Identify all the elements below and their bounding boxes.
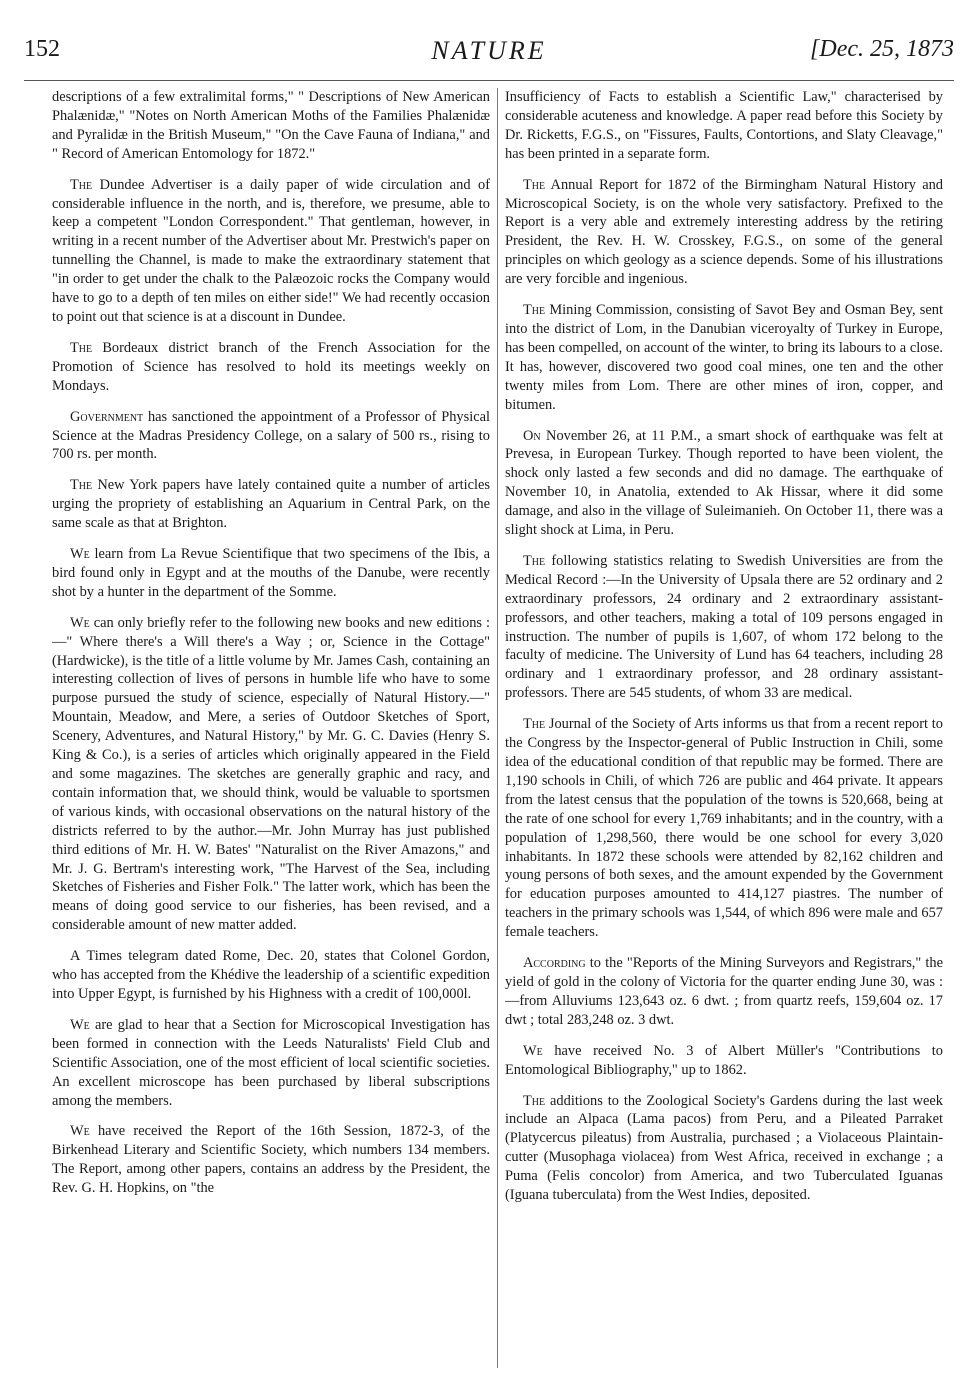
paragraph: The Mining Commission, consisting of Savot Bey and Osman Bey, sent into the district of Lom, in the Danubian viceroyalty of Turkey in Europe, has been compelled, on account of the winter, to bring its labours to a close. It has, however, discovered two good coal mines, one ten and the other twenty miles from Lom. There are other mines of iron, copper, and bitumen. (505, 302, 943, 413)
paragraph: The Bordeaux district branch of the French Association for the Promotion of Science has resolved to hold its meetings weekly on Mondays. (52, 339, 490, 394)
paragraph: The New York papers have lately contained quite a number of articles urging the propriety of establishing an Aquarium in Central Park, on the same scale as that at Brighton. (52, 477, 490, 532)
paragraph: A Times telegram dated Rome, Dec. 20, states that Colonel Gordon, who has accepted from the Khédive the leadership of a scientific expedition into Upper Egypt, is furnished by his Highness with a credit of 100,000l. (52, 948, 490, 1002)
page-header (24, 30, 954, 74)
paragraph: We have received No. 3 of Albert Müller's "Contributions to Entomological Bibliography," up to 1862. (505, 1042, 943, 1078)
paragraph: We are glad to hear that a Section for Microscopical Investigation has been formed in connection with the Leeds Naturalists' Field Club and Scientific Association, one of the most efficient of local scientific societies. An excellent microscope has been purchased by liberal subscriptions among the members. (52, 1016, 490, 1109)
paragraph: According to the "Reports of the Mining Surveyors and Registrars," the yield of gold in the colony of Victoria for the quarter ending June 30, was :—from Alluviums 123,643 oz. 6 dwt. ; from quartz reefs, 159,604 oz. 17 dwt ; total 283,248 oz. 3 dwt. (505, 955, 943, 1028)
issue-date: [Dec. 25, 1873 (810, 36, 954, 62)
paragraph: descriptions of a few extralimital forms," " Descriptions of New American Phalænidæ," "Notes on North American Moths of the Families Phalænidæ and Pyralidæ in the British Museum," "On the Cave Fauna of Indiana," and " Record of American Entomology for 1872." (52, 89, 490, 162)
paragraph: The Dundee Advertiser is a daily paper of wide circulation and of considerable influence in the north, and is, therefore, we presume, able to keep a competent "London Correspondent." That gentleman, however, in writing in a recent number of the Advertiser about Mr. Prestwich's paper on tunnelling the Channel, is made to make the extraordinary statement that "in order to get under the chalk to the Palæozoic rocks the Company would have to go to a depth of ten miles on either side!" We had recently occasion to point out that science is at a discount in Dundee. (52, 176, 490, 325)
paragraph: The Journal of the Society of Arts informs us that from a recent report to the Congress by the Inspector-general of Public Instruction in Chili, some idea of the educational condition of that republic may be formed. There are 1,190 schools in Chili, of which 726 are public and 464 private. It appears from the latest census that the population of the towns is 520,668, being at the rate of one school for every 1,769 inhabitants; and in the country, with a population of 1,298,560, there would be one school for every 3,020 inhabitants. In 1872 these schools were attended by 82,162 children and young persons of both sexes, and the amount expended by the Government for education purposes amounted to 414,127 piastres. The number of teachers in the primary schools was 1,544, of which 896 were male and 657 female teachers. (505, 716, 943, 941)
paragraph: The following statistics relating to Swedish Universities are from the Medical Record :—In the University of Upsala there are 52 ordinary and 2 extraordinary professors, 24 ordinary and 2 extraordinary assistant-professors, and other teachers, making a total of 109 persons engaged in instruction. The number of pupils is 1,607, of whom 172 belong to the faculty of medicine. The University of Lund has 64 teachers, including 28 ordinary and 1 extraordinary professor, and 28 ordinary assistant-professors. There are 545 students, of whom 33 are medical. (505, 552, 943, 702)
paragraph: We have received the Report of the 16th Session, 1872-3, of the Birkenhead Literary and Scientific Society, which numbers 134 members. The Report, among other papers, contains an address by the President, the Rev. G. H. Hopkins, on "the (52, 1123, 490, 1197)
journal-title: NATURE (431, 36, 547, 65)
paragraph: Insufficiency of Facts to establish a Scientific Law," characterised by considerable acuteness and knowledge. A paper read before this Society by Dr. Ricketts, F.G.S., on "Fissures, Faults, Contortions, and Slaty Cleavage," has been printed in a separate form. (505, 89, 943, 162)
header-rule (24, 80, 954, 81)
paragraph: On November 26, at 11 P.M., a smart shock of earthquake was felt at Prevesa, in European Turkey. Though reported to have been violent, the shock only lasted a few seconds and did no damage. The earthquake of November 10, in Anatolia, extended to Ak Hissar, where it did some damage, and also in the village of Suleimanieh. On October 11, there was a slight shock at Lima, in Peru. (505, 427, 943, 539)
column-divider (497, 88, 498, 1368)
paragraph: Government has sanctioned the appointment of a Professor of Physical Science at the Madras Presidency College, on a salary of 500 rs., rising to 700 rs. per month. (52, 408, 490, 463)
paragraph: The additions to the Zoological Society's Gardens during the last week include an Alpaca (Lama pacos) from Peru, and a Pileated Parraket (Platycercus pileatus) from Australia, purchased ; a Violaceous Plaintain-cutter (Musophaga violacea) from West Africa, received in exchange ; a Puma (Felis concolor) from America, and two Tuberculated Iguanas (Iguana tuberculata) from the West Indies, deposited. (505, 1092, 943, 1204)
paragraph: The Annual Report for 1872 of the Birmingham Natural History and Microscopical Society, is on the whole very satisfactory. Prefixed to the Report is a very able and extremely interesting address by the retiring President, the Rev. H. W. Crosskey, F.G.S., on some of the general principles on which geology as a science depends. Some of his illustrations are very forcible and ingenious. (505, 176, 943, 288)
left-column (52, 88, 490, 1368)
right-column (505, 88, 943, 1368)
paragraph: We learn from La Revue Scientifique that two specimens of the Ibis, a bird found only in Egypt and at the mouths of the Danube, were recently shot by a hunter in the department of the Somme. (52, 546, 490, 600)
page-number: 152 (24, 36, 60, 62)
paragraph: We can only briefly refer to the following new books and new editions :—" Where there's a Will there's a Way ; or, Science in the Cottage" (Hardwicke), is the title of a little volume by Mr. James Cash, containing an interesting collection of lives of persons in humble life who have to some purpose pursued the study of science, especially of Natural History.—" Mountain, Meadow, and Mere, a series of Outdoor Sketches of Sport, Scenery, Adventures, and Natural History," by Mr. G. C. Davies (Henry S. King & Co.), is a series of articles which originally appeared in the Field and some magazines. The sketches are generally graphic and racy, and contain information that, we should think, would be valuable to sportsmen of various kinds, with occasional observations on the natural history of the districts referred to by the author.—Mr. John Murray has just published third editions of Mr. H. W. Bates' "Naturalist on the River Amazons," and Mr. J. G. Bertram's interesting work, "The Harvest of the Sea, including Sketches of Fisheries and Fisher Folk." The latter work, which has been the means of doing good service to our fisheries, has been revised, and a considerable amount of new matter added. (52, 614, 490, 934)
